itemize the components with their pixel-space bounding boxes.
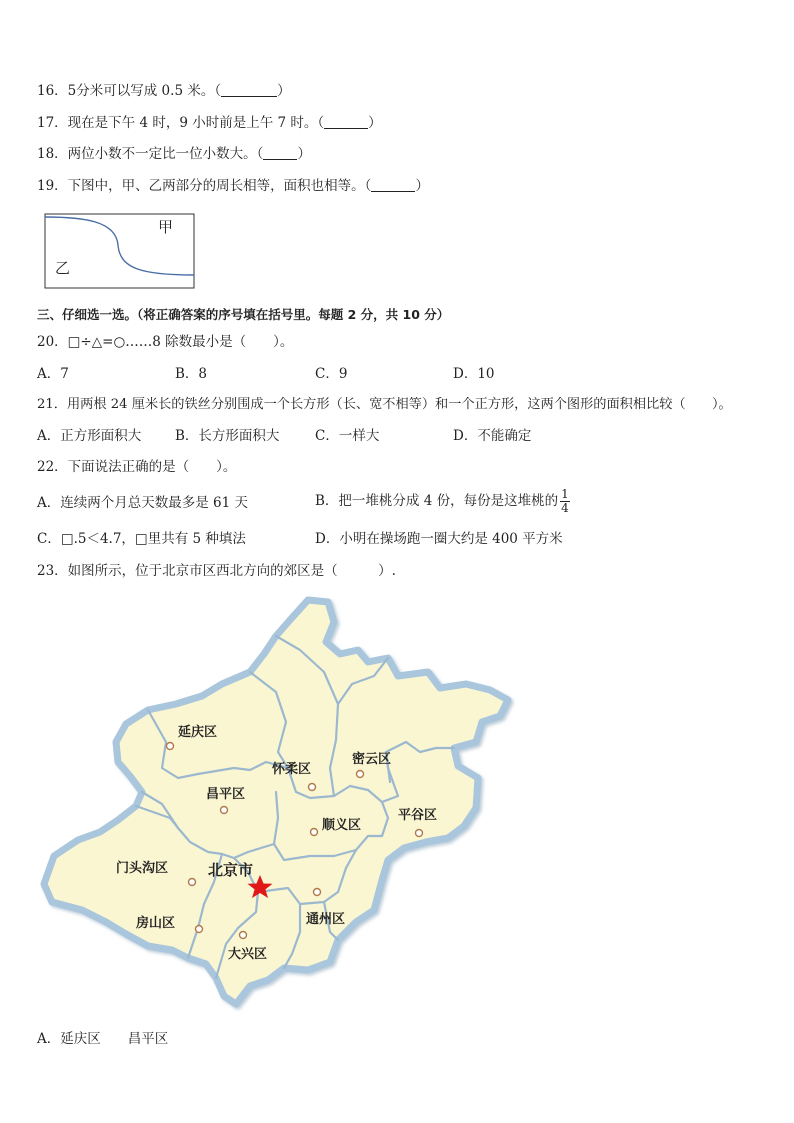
label-mentougou: 门头沟区 bbox=[116, 861, 169, 876]
label-fangshan: 房山区 bbox=[136, 916, 176, 931]
question-18-text: 18．两位小数不一定比一位小数大。（ bbox=[37, 146, 264, 162]
question-22: 22．下面说法正确的是（ ）。 bbox=[37, 459, 237, 475]
option-20-b[interactable]: B．8 bbox=[175, 366, 208, 382]
question-16 bbox=[37, 81, 291, 101]
option-21-d[interactable]: D．不能确定 bbox=[453, 428, 532, 444]
question-18 bbox=[37, 144, 311, 164]
answer-blank-16[interactable] bbox=[221, 82, 277, 97]
option-22-a[interactable]: A．连续两个月总天数最多是 61 天 bbox=[37, 495, 249, 511]
option-22-b[interactable] bbox=[315, 484, 570, 518]
label-jia: 甲 bbox=[158, 218, 174, 236]
dot-daxing bbox=[240, 932, 247, 939]
paren-close: ） bbox=[277, 83, 291, 99]
answer-blank-19[interactable] bbox=[371, 177, 415, 192]
dot-huairou bbox=[309, 784, 316, 791]
option-20-c[interactable]: C．9 bbox=[315, 366, 348, 382]
dot-shunyi bbox=[311, 829, 318, 836]
dot-tongzhou bbox=[314, 889, 321, 896]
label-yi: 乙 bbox=[55, 259, 71, 277]
fraction-one-quarter bbox=[560, 488, 570, 515]
dot-changping bbox=[221, 807, 228, 814]
dot-fangshan bbox=[196, 926, 203, 933]
dot-yanqing bbox=[167, 743, 174, 750]
section-3-title: 三、仔细选一选。（将正确答案的序号填在括号里。每题 2 分，共 10 分） bbox=[37, 307, 450, 322]
label-beijing: 北京市 bbox=[208, 861, 254, 879]
question-17-text: 17．现在是下午 4 时，9 小时前是上午 7 时。（ bbox=[37, 115, 325, 131]
option-21-b[interactable]: B．长方形面积大 bbox=[175, 428, 280, 444]
question-16-text: 16．5分米可以写成 0.5 米。（ bbox=[37, 83, 222, 99]
option-21-c[interactable]: C．一样大 bbox=[315, 428, 380, 444]
question-19 bbox=[37, 176, 429, 196]
question-21: 21．用两根 24 厘米长的铁丝分别围成一个长方形（长、宽不相等）和一个正方形，这两个图形的面积相比较（ ）。 bbox=[37, 397, 732, 412]
label-pinggu: 平谷区 bbox=[398, 808, 438, 823]
option-22-c[interactable]: C．□.5＜4.7，□里共有 5 种填法 bbox=[37, 531, 246, 547]
paren-close: ） bbox=[297, 146, 311, 162]
label-tongzhou: 通州区 bbox=[306, 912, 346, 927]
label-changping: 昌平区 bbox=[206, 787, 246, 802]
option-20-d[interactable]: D．10 bbox=[453, 366, 495, 382]
beijing-district-map bbox=[38, 592, 518, 1012]
dot-miyun bbox=[357, 771, 364, 778]
label-huairou: 怀柔区 bbox=[272, 762, 312, 777]
label-shunyi: 顺义区 bbox=[322, 818, 362, 833]
option-23-a[interactable]: A．延庆区 昌平区 bbox=[37, 1031, 169, 1047]
dot-mentougou bbox=[189, 879, 196, 886]
paren-close: ） bbox=[368, 115, 382, 131]
option-20-a[interactable]: A．7 bbox=[37, 366, 69, 382]
paren-close: ） bbox=[415, 178, 429, 194]
figure-19-diagram bbox=[44, 213, 196, 291]
label-daxing: 大兴区 bbox=[228, 947, 268, 962]
option-22-b-text: B．把一堆桃分成 4 份，每份是这堆桃的 bbox=[315, 493, 559, 509]
answer-blank-17[interactable] bbox=[324, 114, 368, 129]
label-miyun: 密云区 bbox=[352, 752, 392, 767]
fraction-numerator: 1 bbox=[561, 487, 569, 501]
question-17 bbox=[37, 113, 382, 133]
option-22-d[interactable]: D．小明在操场跑一圈大约是 400 平方米 bbox=[315, 531, 563, 547]
answer-blank-18[interactable] bbox=[263, 145, 297, 160]
question-19-text: 19．下图中，甲、乙两部分的周长相等，面积也相等。（ bbox=[37, 178, 372, 194]
question-23: 23．如图所示，位于北京市区西北方向的郊区是（ ）. bbox=[37, 563, 396, 579]
option-21-a[interactable]: A．正方形面积大 bbox=[37, 428, 142, 444]
dot-pinggu bbox=[416, 830, 423, 837]
fraction-denominator: 4 bbox=[561, 501, 569, 515]
label-yanqing: 延庆区 bbox=[178, 725, 218, 740]
question-20: 20．□÷△=○……8 除数最小是（ ）。 bbox=[37, 334, 294, 350]
